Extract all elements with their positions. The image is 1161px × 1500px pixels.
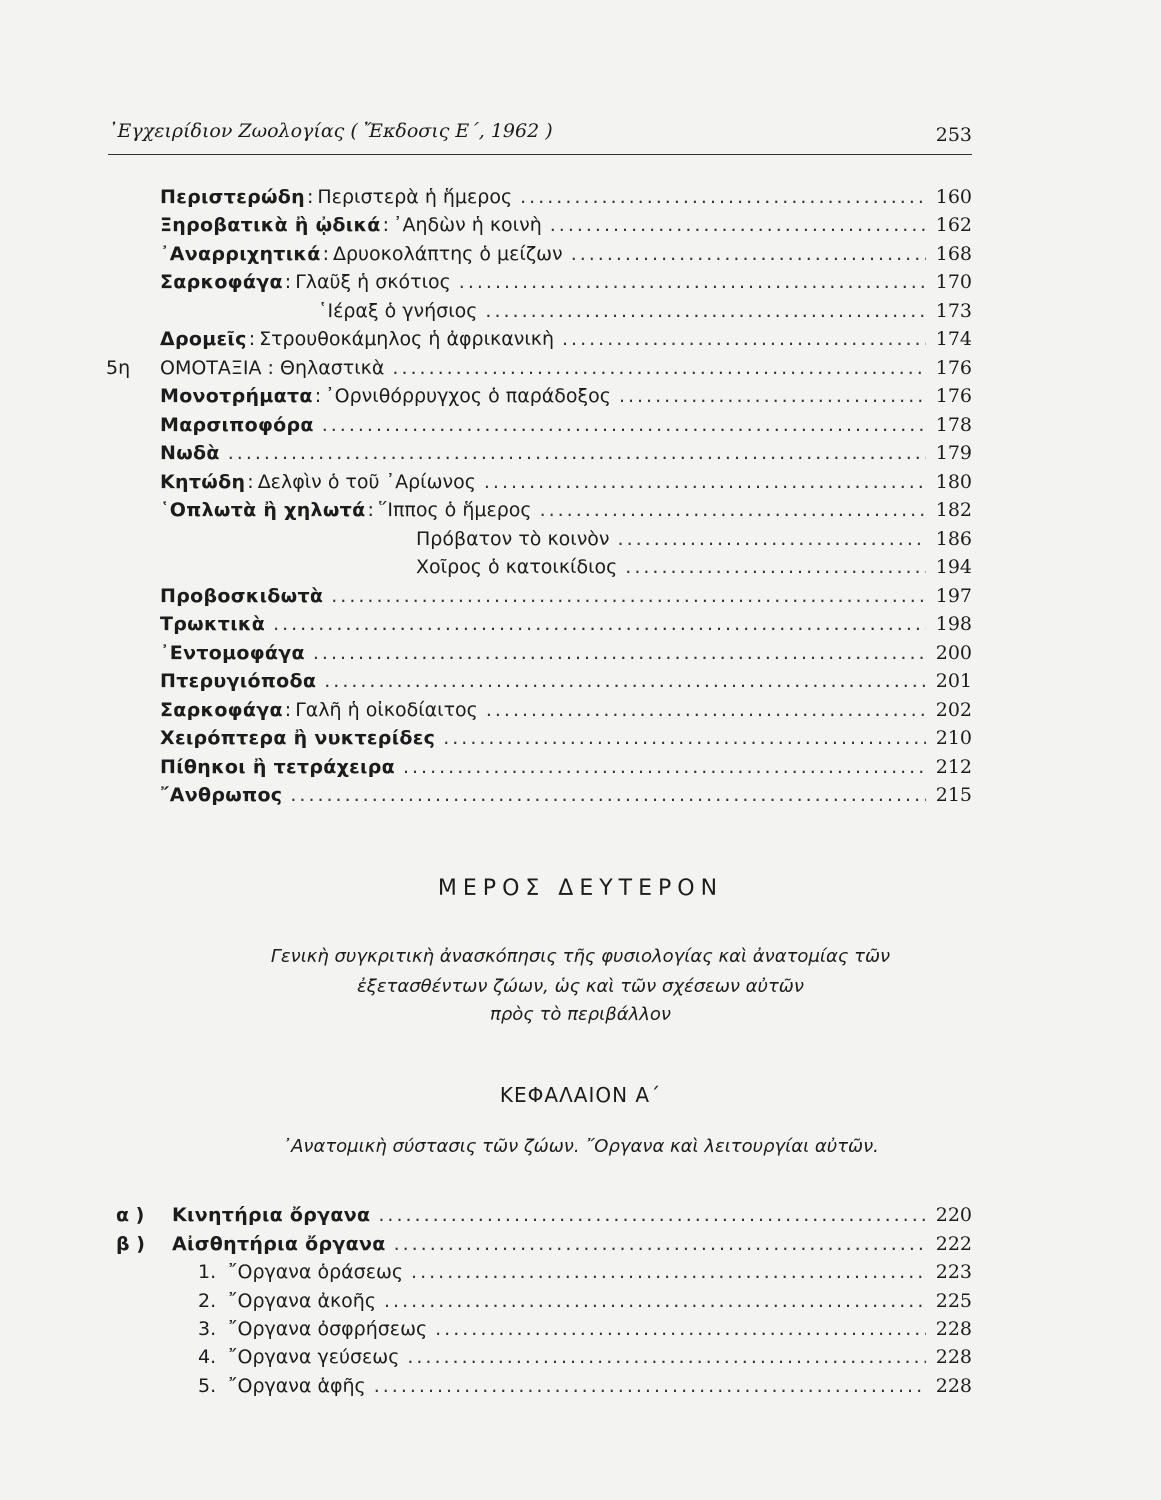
toc-entry-text: ᾿Ορνιθόρρυγχος ὁ παράδοξος [325,385,611,407]
toc-entry-number: 3. [198,1318,217,1340]
toc-entry-text: ῾Ιέραξ ὁ γνήσιος [318,300,478,322]
toc-entry-number: 4. [198,1346,217,1368]
header-title: ᾿Εγχειρίδιον Ζωολογίας ( Ἔκδοσις Ε΄, 1962 ) [108,120,553,142]
toc-entry-page: 194 [935,556,972,578]
toc-entry [116,1204,972,1232]
toc-entry [160,328,972,356]
part-title: ΜΕΡΟΣ ΔΕΥΤΕΡΟΝ [437,876,724,901]
toc-entry-heading: Σαρκοφάγα [160,699,283,721]
toc-entry-heading: Κινητήρια ὄργανα [172,1204,371,1226]
toc-entry-page: 201 [935,670,972,692]
toc-entry [160,756,972,784]
toc-entry-page: 228 [935,1375,972,1397]
toc-entry [198,1346,972,1374]
toc-entry [160,499,972,527]
toc-entry-page: 170 [935,271,972,293]
dot-leader [550,214,926,236]
dot-leader [619,385,926,407]
toc-entry-page: 228 [935,1318,972,1340]
toc-entry-heading: Προβοσκιδωτὰ [160,585,324,607]
dot-leader [374,1375,926,1397]
toc-entry-text: Χοῖρος ὁ κατοικίδιος [416,556,618,578]
dot-leader [484,471,926,493]
toc-entry-heading: Σαρκοφάγα [160,271,283,293]
toc-entry-text: ῎Οργανα ἁφῆς [228,1375,366,1397]
part-subtitle-line-2: ἐξετασθέντων ζώων, ὡς καὶ τῶν σχέσεων αὐτῶν [357,976,804,997]
toc-entry-heading: ῾Οπλωτὰ ἢ χηλωτά [160,499,366,521]
toc-entry-page: 198 [935,613,972,635]
dot-leader [562,328,926,350]
toc-entry-heading: Ξηροβατικὰ ἢ ᾠδικά [160,214,381,236]
dot-leader [486,699,926,721]
toc-entry-text: ῎Οργανα ἀκοῆς [228,1290,377,1312]
toc-entry-text: ᾿Αηδὼν ἡ κοινὴ [393,214,542,236]
toc-entry-separator: : [248,328,256,350]
toc-entry [160,243,972,271]
toc-entry-text: Δελφὶν ὁ τοῦ ᾿Αρίωνος [257,471,476,493]
toc-entry-heading: ῎Ανθρωπος [160,784,283,806]
toc-entry-heading: Πίθηκοι ἢ τετράχειρα [160,756,395,778]
toc-entry-text: Πρόβατον τὸ κοινὸν [416,528,610,550]
toc-entry-page: 162 [935,214,972,236]
toc-entry [160,670,972,698]
toc-entry-heading: ᾿Εντομοφάγα [160,642,305,664]
chapter-subtitle: ᾿Ανατομικὴ σύστασις τῶν ζώων. ῎Οργανα καὶ λειτουργίαι αὐτῶν. [282,1136,879,1157]
dot-leader [443,727,926,749]
toc-entry [160,442,972,470]
dot-leader [290,784,926,806]
dot-leader [435,1318,926,1340]
dot-leader [378,1204,926,1226]
dot-leader [384,1290,926,1312]
toc-entry-separator: : [322,243,329,265]
toc-entry-heading: Μονοτρήματα [160,385,313,407]
dot-leader [403,756,926,778]
chapter-title: ΚΕΦΑΛΑΙΟΝ Α΄ [499,1083,662,1107]
toc-entry [116,1233,972,1261]
toc-entry-number: β ) [116,1233,145,1255]
toc-entry-page: 220 [935,1204,972,1226]
dot-leader [273,613,926,635]
toc-entry-text: ῎Οργανα ὁράσεως [228,1261,404,1283]
toc-entry-page: 176 [935,357,972,379]
toc-entry-page: 228 [935,1346,972,1368]
toc-entry-text: Στρουθοκάμηλος ἡ ἀφρικανικὴ [259,328,555,350]
toc-entry-separator: : [314,385,322,407]
toc-entry [318,300,972,328]
dot-leader [324,670,926,692]
toc-entry-page: 168 [935,243,972,265]
toc-entry [416,556,972,584]
toc-entry-heading: Αἰσθητήρια ὄργανα [172,1233,386,1255]
dot-leader [313,642,926,664]
toc-entry-page: 215 [935,784,972,806]
toc-entry [160,471,972,499]
toc-entry-page: 225 [935,1290,972,1312]
toc-entry-number: 5. [198,1375,217,1397]
toc-entry-page: 223 [935,1261,972,1283]
part-subtitle-line-1: Γενικὴ συγκριτικὴ ἀνασκόπησις τῆς φυσιολογίας καὶ ἀνατομίας τῶν [270,946,891,967]
toc-entry-text: ΟΜΟΤΑΞΙΑ : Θηλαστικὰ [160,357,385,379]
toc-entry-text: ῎Οργανα ὀσφρήσεως [228,1318,428,1340]
toc-entry-separator: : [367,499,374,521]
toc-entry [160,585,972,613]
dot-leader [625,556,926,578]
toc-entry-heading: Νωδὰ [160,442,220,464]
toc-entry [160,727,972,755]
toc-entry-heading: Χειρόπτερα ἢ νυκτερίδες [160,727,436,749]
toc-entry-text: ῎Οργανα γεύσεως [228,1346,400,1368]
toc-entry-page: 210 [935,727,972,749]
toc-entry [198,1318,972,1346]
dot-leader [485,300,926,322]
toc-entry [160,699,972,727]
toc-entry [160,385,972,413]
dot-leader [394,1233,926,1255]
toc-entry [160,186,972,214]
toc-entry-page: 178 [935,414,972,436]
toc-entry [160,271,972,299]
dot-leader [331,585,926,607]
toc-entry-number: 5η [106,357,131,379]
toc-entry [198,1261,972,1289]
toc-entry-number: 2. [198,1290,217,1312]
toc-entry [198,1290,972,1318]
toc-entry [106,357,972,385]
toc-entry-page: 197 [935,585,972,607]
toc-entry-separator: : [247,471,254,493]
header-page-number: 253 [935,124,972,146]
toc-entry-heading: Περιστερώδη [160,186,305,208]
dot-leader [411,1261,926,1283]
toc-entry-page: 180 [935,471,972,493]
toc-entry-page: 176 [935,385,972,407]
dot-leader [540,499,926,521]
toc-entry-separator: : [382,214,390,236]
toc-entry-page: 179 [935,442,972,464]
dot-leader [228,442,926,464]
toc-entry-heading: Δρομεῖς [160,328,247,350]
toc-entry-heading: Μαρσιποφόρα [160,414,314,436]
toc-entry-separator: : [284,271,292,293]
toc-entry-page: 174 [935,328,972,350]
toc-entry-number: α ) [116,1204,145,1226]
toc-entry-number: 1. [198,1261,217,1283]
toc-entry-page: 200 [935,642,972,664]
dot-leader [392,357,926,379]
toc-entry-heading: Κητώδη [160,471,246,493]
toc-entry-page: 186 [935,528,972,550]
toc-entry [160,214,972,242]
part-subtitle-line-3: πρὸς τὸ περιβάλλον [490,1004,671,1025]
toc-entry [160,642,972,670]
dot-leader [322,414,926,436]
dot-leader [459,271,926,293]
toc-entry [160,414,972,442]
toc-entry-separator: : [306,186,314,208]
toc-entry-heading: Τρωκτικὰ [160,613,266,635]
toc-entry-heading: ᾿Αναρριχητικά [160,243,321,265]
dot-leader [407,1346,926,1368]
toc-entry-text: Περιστερὰ ἡ ἥμερος [317,186,513,208]
toc-entry-page: 222 [935,1233,972,1255]
toc-entry-page: 182 [935,499,972,521]
toc-entry-text: Γαλῆ ἡ οἰκοδίαιτος [295,699,478,721]
toc-entry-separator: : [284,699,292,721]
dot-leader [520,186,926,208]
dot-leader [571,243,926,265]
toc-entry-page: 212 [935,756,972,778]
toc-entry [416,528,972,556]
toc-entry-text: Γλαῦξ ἡ σκότιος [295,271,451,293]
toc-entry [198,1375,972,1403]
toc-entry-page: 173 [935,300,972,322]
toc-entry-page: 160 [935,186,972,208]
toc-entry [160,784,972,812]
toc-entry [160,613,972,641]
toc-entry-text: Δρυοκολάπτης ὁ μείζων [332,243,563,265]
toc-entry-page: 202 [935,699,972,721]
toc-entry-heading: Πτερυγιόποδα [160,670,317,692]
dot-leader [618,528,926,550]
running-header [108,118,972,155]
toc-entry-text: ῞Ιππος ὁ ἥμερος [377,499,532,521]
